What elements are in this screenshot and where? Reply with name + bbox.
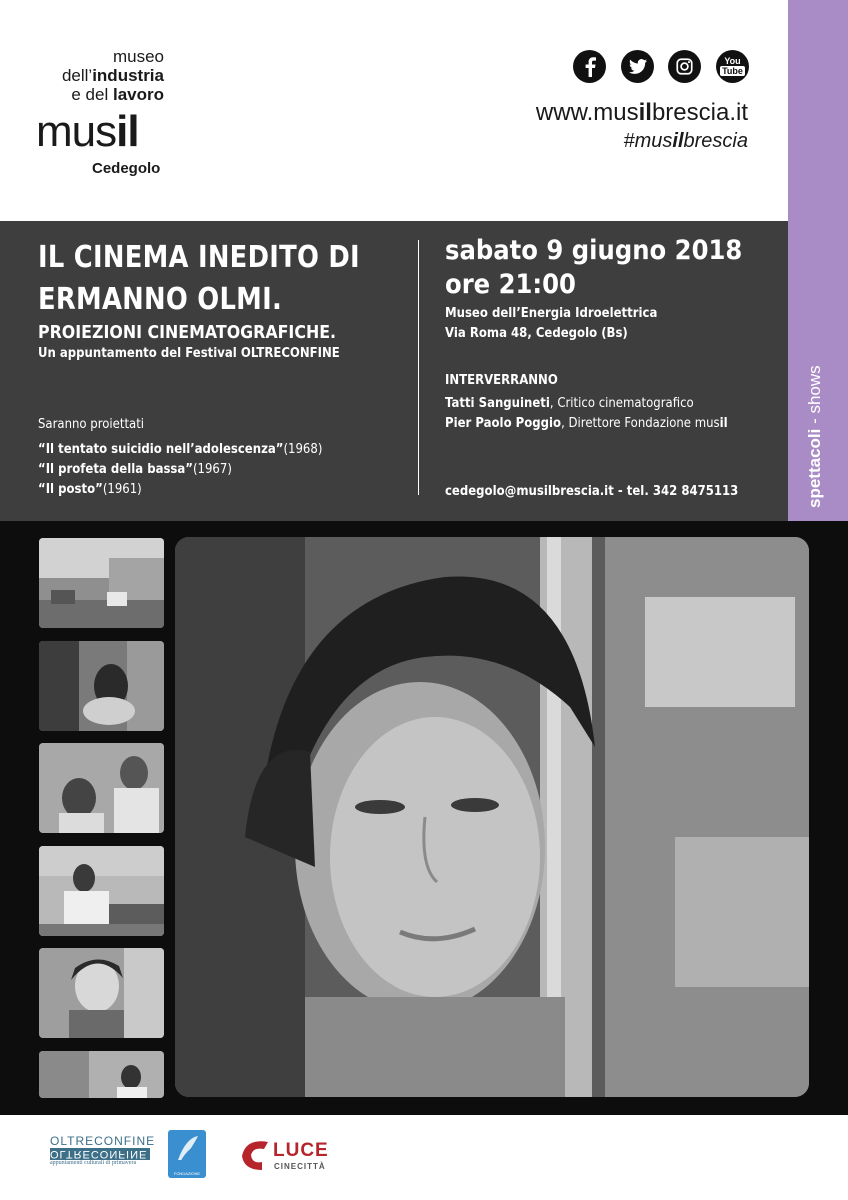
- event-subtitle: PROIEZIONI CINEMATOGRAFICHE.: [38, 322, 337, 343]
- logo-industria-line: [20, 66, 164, 85]
- luce-icon: [240, 1138, 270, 1172]
- logo-text: dell’: [61, 66, 93, 85]
- film-frame-thumbnail: [39, 846, 164, 936]
- hashtag-text: #mus: [623, 130, 673, 152]
- event-date: sabato 9 giugno 2018: [445, 235, 743, 266]
- facebook-icon[interactable]: [573, 50, 606, 83]
- speakers-label-text: INTERVERRANNO: [445, 373, 558, 388]
- festival-name: OLTRECONFINE: [240, 346, 340, 361]
- logo-text: museo: [112, 47, 164, 66]
- luce-logo: [240, 1138, 340, 1176]
- speakers-label: [445, 373, 558, 388]
- contact-line[interactable]: [445, 484, 738, 499]
- film-frame-thumbnail: [39, 641, 164, 731]
- musil-logo-part-bold: il: [116, 107, 139, 156]
- logo-text-bold: lavoro: [112, 85, 164, 104]
- oltreconfine-tagline: appuntamenti culturali di primavera: [50, 1160, 137, 1166]
- film-frame-thumbnail: [39, 743, 164, 833]
- speaker-name: Tatti Sanguineti: [445, 396, 550, 411]
- musil-logo: [36, 107, 139, 156]
- address: [445, 326, 628, 341]
- film-title: “Il profeta della bassa”: [38, 462, 193, 477]
- film-year: (1967): [192, 462, 232, 477]
- oltreconfine-logo: [50, 1134, 156, 1166]
- foundation-text: FONDAZIONE: [173, 1171, 201, 1176]
- festival-line: [38, 346, 340, 361]
- film-frame-thumbnail: [39, 538, 164, 628]
- youtube-label: Tube: [722, 66, 743, 76]
- twitter-icon[interactable]: [621, 50, 654, 83]
- category-label-rest: - shows: [805, 365, 824, 429]
- website-text: www.mus: [535, 99, 639, 126]
- speaker-name: Pier Paolo Poggio: [445, 416, 562, 431]
- speaker-role: , Direttore Fondazione mus: [561, 416, 720, 431]
- logo-museo-line: [60, 47, 164, 66]
- event-title-line2: ERMANNO OLMI.: [38, 282, 283, 317]
- film-frame-thumbnail: [39, 948, 164, 1038]
- film-year: (1968): [283, 442, 323, 457]
- venue: [445, 306, 657, 321]
- film-item: [38, 442, 322, 457]
- address-text: Via Roma 48, Cedegolo (Bs): [445, 326, 628, 341]
- speaker-role: , Critico cinematografico: [549, 396, 694, 411]
- oltreconfine-text-mirrored: OLTRECONFINE: [50, 1148, 150, 1160]
- panel-divider: [418, 240, 419, 495]
- hashtag: [623, 130, 748, 153]
- logo-lavoro-line: [20, 85, 164, 104]
- film-item: [38, 482, 142, 497]
- speaker-role-bold: il: [719, 416, 728, 431]
- category-label: [805, 365, 825, 508]
- website-text: brescia.it: [651, 99, 748, 126]
- event-time: ore 21:00: [445, 269, 576, 300]
- musil-logo-part: mus: [36, 107, 117, 156]
- logo-text: e del: [71, 85, 113, 104]
- hashtag-text-bold: il: [672, 130, 684, 152]
- venue-text: Museo dell’Energia Idroelettrica: [445, 306, 658, 321]
- luce-subtitle: CINECITTÀ: [274, 1162, 326, 1171]
- youtube-icon[interactable]: [716, 50, 749, 83]
- website-link[interactable]: [536, 99, 748, 127]
- speaker-item: [445, 416, 728, 431]
- logo-place: Cedegolo: [92, 160, 161, 177]
- speaker-item: [445, 396, 694, 411]
- film-title: “Il tentato suicidio nell’adolescenza”: [38, 442, 284, 457]
- film-item: [38, 462, 232, 477]
- contact-text: cedegolo@musilbrescia.it - tel. 342 8475113: [445, 484, 739, 499]
- film-year: (1961): [102, 482, 142, 497]
- oltreconfine-text: OLTRECONFINE: [50, 1134, 156, 1148]
- main-film-still: [175, 537, 809, 1097]
- logo-text-bold: industria: [92, 66, 164, 85]
- film-frame-thumbnail: [39, 1051, 164, 1098]
- youtube-label: You: [724, 56, 741, 66]
- luce-name: LUCE: [273, 1140, 329, 1161]
- category-label-bold: spettacoli: [805, 428, 824, 508]
- festival-pre: Un appuntamento del Festival: [38, 346, 241, 361]
- hashtag-text: brescia: [683, 130, 748, 152]
- screenings-label: Saranno proiettati: [38, 417, 145, 432]
- website-text-bold: il: [638, 99, 652, 126]
- film-title: “Il posto”: [38, 482, 103, 497]
- instagram-icon[interactable]: [668, 50, 701, 83]
- event-title-line1: IL CINEMA INEDITO DI: [38, 240, 360, 275]
- foundation-logo: [168, 1130, 206, 1178]
